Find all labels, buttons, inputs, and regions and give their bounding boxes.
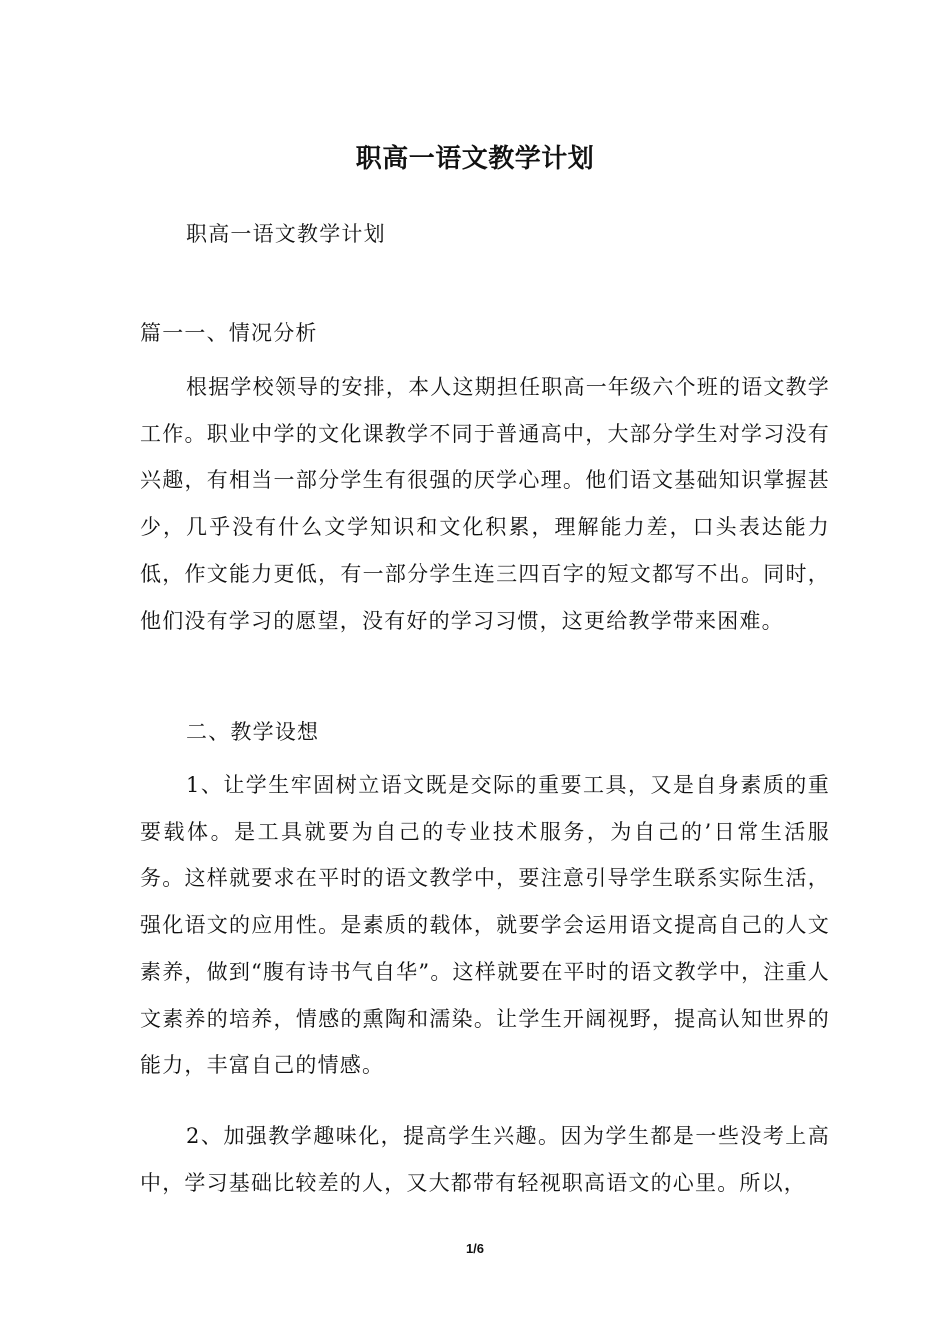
document-subtitle: 职高一语文教学计划	[186, 222, 386, 246]
paragraph-text: 根据学校领导的安排，本人这期担任职高一年级六个班的语文教学工作。职业中学的文化课教学不同于普通高中，大部分学生对学习没有兴趣，有相当一部分学生有很强的厌学心理。他们语文基础知识掌握甚少，几乎没有什么文学知识和文化积累，理解能力差，口头表达能力低，作文能力更低，有一部分学生连三四百字的短文都写不出。同时，他们没有学习的愿望，没有好的学习习惯，这更给教学带来困难。	[140, 375, 830, 633]
paragraph-text: 1、让学生牢固树立语文既是交际的重要工具，又是自身素质的重要载体。是工具就要为自己的专业技术服务，为自己的’日常生活服务。这样就要求在平时的语文教学中，要注意引导学生联系实际生活，强化语文的应用性。是素质的载体，就要学会运用语文提高自己的人文素养，做到“腹有诗书气自华”。这样就要在平时的语文教学中，注重人文素养的培养，情感的熏陶和濡染。让学生开阔视野，提高认知世界的能力，丰富自己的情感。	[140, 773, 830, 1078]
paragraph-situation-analysis	[140, 364, 830, 644]
paragraph-text: 2、加强教学趣味化，提高学生兴趣。因为学生都是一些没考上高中，学习基础比较差的人，又大都带有轻视职高语文的心里。所以，	[140, 1124, 830, 1195]
page-number: 1/6	[465, 1241, 485, 1256]
document-title: 职高一语文教学计划	[355, 144, 595, 174]
section-heading-situation-analysis: 篇一一、情况分析	[140, 321, 318, 345]
paragraph-point-2	[140, 1113, 830, 1206]
paragraph-point-1	[140, 762, 830, 1089]
section-heading-teaching-plan: 二、教学设想	[186, 720, 320, 744]
